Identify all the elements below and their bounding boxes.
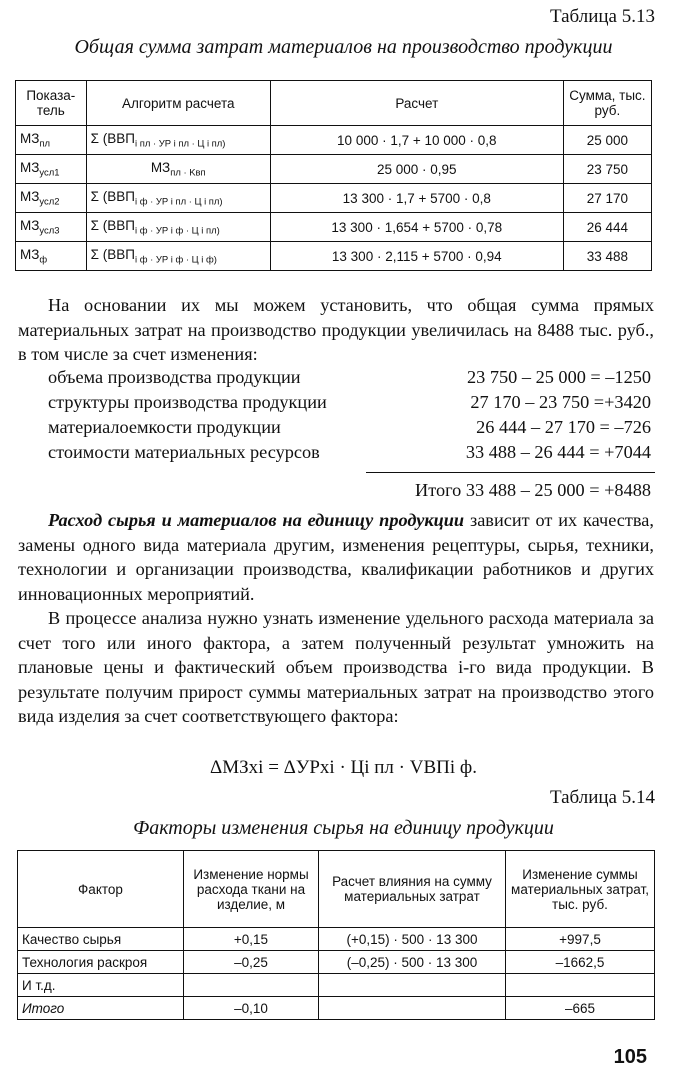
row-indicator: $МЗ_{усл1}$ — [16, 155, 87, 184]
table-header-row — [16, 81, 652, 126]
table-row — [16, 242, 652, 271]
total-line: Итого 33 488 – 25 000 = +8488 — [415, 480, 651, 500]
factor-value: 27 170 – 23 750 =+3420 — [470, 392, 651, 412]
row-sum: 27 170 — [563, 184, 651, 213]
table-row — [18, 951, 655, 974]
row-sum: 26 444 — [563, 213, 651, 242]
table-row — [16, 213, 652, 242]
factor-value: 23 750 – 25 000 = –1250 — [467, 367, 651, 387]
table-header-row — [18, 851, 655, 928]
column-header: Расчет — [270, 81, 563, 126]
column-header: Сумма, тыс. руб. — [563, 81, 651, 126]
row-algorithm: Σ ($ВВП_{i ф \cdot УР i ф \cdot Ц i пл)}$ — [86, 213, 270, 242]
row-calculation: (–0,25) · 500 · 13 300 — [319, 951, 506, 974]
table-5-14 — [17, 850, 655, 1020]
row-sum-change: –665 — [506, 997, 655, 1020]
table-row — [16, 155, 652, 184]
row-sum-change — [506, 974, 655, 997]
paragraph-analysis: В процессе анализа нужно узнать изменение удельного расхода материала за счет того или иного фактора, а затем полученный результат умножить на плановые цены и фактический объем производства i-го вида продукции. В результате получим прирост суммы материальных затрат на производство этого вида изделия за счет соответствующего фактора: — [18, 608, 654, 726]
row-algorithm: $МЗ_{пл \cdot Kвп}$ — [86, 155, 270, 184]
row-sum: 33 488 — [563, 242, 651, 271]
row-algorithm: Σ ($ВВП_{i ф \cdot УР i пл \cdot Ц i пл)}$ — [86, 184, 270, 213]
paragraph-term: Расход сырья и материалов на единицу продукции — [48, 510, 465, 530]
row-calculation — [319, 997, 506, 1020]
factor-label: объема производства продукции — [48, 367, 301, 387]
table-row — [18, 997, 655, 1020]
row-indicator: $МЗ_{усл3}$ — [16, 213, 87, 242]
row-indicator: $МЗ_ф$ — [16, 242, 87, 271]
column-header: Изменение суммы материальных затрат, тыс. руб. — [506, 851, 655, 928]
row-norm-change — [184, 974, 319, 997]
row-calculation: 13 300 · 2,115 + 5700 · 0,94 — [270, 242, 563, 271]
table-5-13 — [15, 80, 652, 271]
factor-value: 26 444 – 27 170 = –726 — [476, 417, 651, 437]
table-row — [18, 928, 655, 951]
paragraph-intro: На основании их мы можем установить, что общая сумма прямых материальных затрат на производство продукции увеличилась на 8488 тыс. руб., в том числе за счет изменения: — [18, 295, 654, 364]
factor-label: стоимости материальных ресурсов — [48, 442, 320, 462]
table-5-14-title: Факторы изменения сырья на единицу продукции — [133, 817, 554, 839]
row-algorithm: Σ ($ВВП_{i ф \cdot УР i ф \cdot Ц i ф)}$ — [86, 242, 270, 271]
table-row — [16, 184, 652, 213]
row-calculation: 13 300 · 1,654 + 5700 · 0,78 — [270, 213, 563, 242]
row-norm-change: –0,25 — [184, 951, 319, 974]
table-row — [18, 974, 655, 997]
row-sum: 25 000 — [563, 126, 651, 155]
row-sum-change: –1662,5 — [506, 951, 655, 974]
paragraph-material-consumption: Расход сырья и материалов на единицу продукции зависит от их качества, замены одного вида материала другим, изменения рецептуры, сырья, техники, технологии и организации производства, квалификации работников и других инновационных мероприятий. — [18, 510, 654, 604]
row-calculation: (+0,15) · 500 · 13 300 — [319, 928, 506, 951]
factor-label: структуры производства продукции — [48, 392, 327, 412]
row-algorithm: Σ ($ВВП_{i пл \cdot УР i пл \cdot Ц i пл)}$ — [86, 126, 270, 155]
formula: ΔМЗxi = ΔУРxi · Цi пл · VВПi ф. — [210, 757, 477, 778]
row-calculation: 25 000 · 0,95 — [270, 155, 563, 184]
table-row — [16, 126, 652, 155]
table-5-13-title: Общая сумма затрат материалов на производство продукции — [74, 36, 613, 58]
row-indicator: $МЗ_{пл}$ — [16, 126, 87, 155]
column-header: Фактор — [18, 851, 184, 928]
row-norm-change: –0,10 — [184, 997, 319, 1020]
column-header: Изменение нормы расхода ткани на изделие, м — [184, 851, 319, 928]
factor-value: 33 488 – 26 444 = +7044 — [465, 442, 651, 462]
row-sum: 23 750 — [563, 155, 651, 184]
table-5-14-caption: Таблица 5.14 — [549, 787, 655, 808]
total-divider — [366, 472, 655, 473]
row-sum-change: +997,5 — [506, 928, 655, 951]
row-norm-change: +0,15 — [184, 928, 319, 951]
row-calculation: 10 000 · 1,7 + 10 000 · 0,8 — [270, 126, 563, 155]
column-header: Алгоритм расчета — [86, 81, 270, 126]
page-number: 105 — [613, 1046, 647, 1068]
row-factor: Итого — [18, 997, 184, 1020]
row-calculation — [319, 974, 506, 997]
row-calculation: 13 300 · 1,7 + 5700 · 0,8 — [270, 184, 563, 213]
row-factor: Качество сырья — [18, 928, 184, 951]
table-5-13-caption: Таблица 5.13 — [549, 6, 655, 27]
row-factor: Технология раскроя — [18, 951, 184, 974]
row-factor: И т.д. — [18, 974, 184, 997]
column-header: Показа-тель — [16, 81, 87, 126]
factor-label: материалоемкости продукции — [48, 417, 281, 437]
row-indicator: $МЗ_{усл2}$ — [16, 184, 87, 213]
column-header: Расчет влияния на сумму материальных затрат — [319, 851, 506, 928]
